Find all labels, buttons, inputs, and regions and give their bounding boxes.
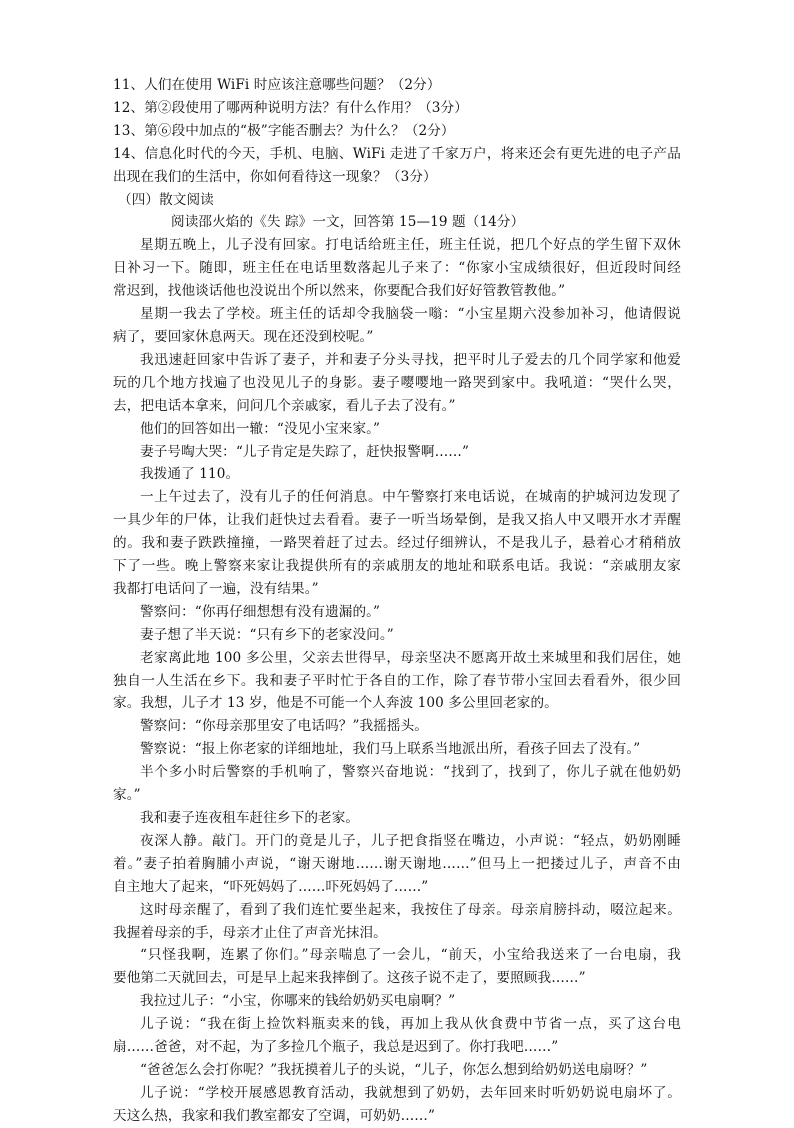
paragraph-line: 我握着母亲的手，母亲才止住了声音光抹泪。 (113, 924, 387, 941)
paragraph-line: 天这么热，我家和我们教室都安了空调，可奶奶……” (113, 1107, 436, 1124)
paragraph-line: 一上午过去了，没有儿子的任何消息。中午警察打来电话说，在城南的护城河边发现了 (140, 489, 681, 506)
paragraph-line: 要他第二天就回去，可是早上起来我摔倒了。这孩子说不走了，要照顾我……” (113, 970, 586, 987)
paragraph-line: 警察问：“你再仔细想想有没有遗漏的。” (140, 603, 381, 620)
paragraph-line: 病了，要回家休息两天。现在还没到校呢。” (113, 328, 374, 345)
paragraph-line: 老家离此地 100 多公里，父亲去世得早，母亲坚决不愿离开故土来城里和我们居住，她 (140, 649, 681, 666)
paragraph-line: 家。我想，儿子才 13 岁，他是不可能一个人奔波 100 多公里回老家的。 (113, 695, 558, 712)
question-13: 13、第⑥段中加点的“极”字能否删去？为什么？（2分） (113, 122, 455, 139)
paragraph-line: 独自一人生活在乡下。我和妻子平时忙于各自的工作，除了春节带小宝回去看看外，很少回 (113, 672, 681, 689)
paragraph-line: 一具少年的尸体，让我们赶快过去看看。妻子一听当场晕倒，是我又掐人中又喂开水才弄醒 (113, 512, 681, 529)
paragraph-line: 着。”妻子拍着胸脯小声说，“谢天谢地……谢天谢地……”但马上一把搂过儿子，声音不由 (113, 855, 681, 872)
paragraph-line: 常迟到，找他谈话他也没说出个所以然来，你要配合我们好好管教管教他。” (113, 283, 566, 300)
question-11: 11、人们在使用 WiFi 时应该注意哪些问题？（2分） (113, 77, 441, 93)
paragraph-line: 星期五晚上，儿子没有回家。打电话给班主任，班主任说，把几个好点的学生留下双休 (140, 237, 681, 254)
paragraph-line: 玩的几个地方找遍了也没见儿子的身影。妻子嘤嘤地一路哭到家中。我吼道：“哭什么哭， (113, 374, 681, 391)
paragraph-line: 我拉过儿子：“小宝，你哪来的钱给奶奶买电扇啊？” (140, 993, 456, 1010)
paragraph-line: 夜深人静。敲门。开门的竟是儿子，儿子把食指竖在嘴边，小声说：“轻点，奶奶刚睡 (140, 832, 681, 849)
paragraph-line: 的。我和妻子跌跌撞撞，一路哭着赶了过去。经过仔细辨认，不是我儿子，悬着心才稍稍放 (113, 535, 681, 552)
paragraph-line: 儿子说：“学校开展感恩教育活动，我就想到了奶奶，去年回来时听奶奶说电扇坏了。 (140, 1084, 681, 1101)
paragraph-line: 妻子想了半天说：“只有乡下的老家没问。” (140, 626, 394, 643)
paragraph-line: 警察问：“你母亲那里安了电话吗？”我摇摇头。 (140, 718, 428, 735)
question-14-line-2: 出现在我们的生活中，你如何看待这一现象？（3分） (113, 168, 437, 185)
paragraph-line: 扇……爸爸，对不起，为了多捡几个瓶子，我总是迟到了。你打我吧……” (113, 1039, 559, 1056)
paragraph-line: 自主地大了起来，“吓死妈妈了……吓死妈妈了……” (113, 878, 429, 895)
paragraph-line: “爸爸怎么会打你呢？”我抚摸着儿子的头说，“儿子，你怎么想到给奶奶送电扇呀？” (140, 1061, 648, 1078)
paragraph-line: 日补习一下。随即，班主任在电话里数落起儿子来了：“你家小宝成绩很好，但近段时间经 (113, 260, 681, 277)
paragraph-line: 星期一我去了学校。班主任的话却令我脑袋一嗡：“小宝星期六没参加补习，他请假说 (140, 306, 681, 323)
paragraph-line: 他们的回答如出一辙：“没见小宝来家。” (140, 420, 381, 437)
paragraph-line: 这时母亲醒了，看到了我们连忙要坐起来，我按住了母亲。母亲肩膀抖动，啜泣起来。 (140, 901, 681, 918)
paragraph-line: 我都打电话问了一遍，没有结果。” (113, 580, 319, 597)
paragraph-line: “只怪我啊，连累了你们。”母亲喘息了一会儿，“前天，小宝给我送来了一台电扇，我 (140, 947, 681, 964)
document-page (113, 74, 681, 1128)
paragraph-line: 我拨通了 110。 (140, 466, 240, 483)
paragraph-line: 儿子说：“我在街上捡饮料瓶卖来的钱，再加上我从伙食费中节省一点，买了这台电 (140, 1016, 681, 1033)
section-heading: （四）散文阅读 (118, 191, 214, 208)
question-12: 12、第②段使用了哪两种说明方法？有什么作用？（3分） (113, 99, 468, 116)
paragraph-line: 我和妻子连夜租车赶往乡下的老家。 (140, 810, 360, 826)
reading-instruction: 阅读邵火焰的《失 踪》一文，回答第 15—19 题（14分） (171, 214, 525, 231)
paragraph-line: 去，把电话本拿来，问问几个亲戚家，看儿子去了没有。” (113, 397, 456, 414)
paragraph-line: 家。” (113, 787, 141, 804)
paragraph-line: 半个多小时后警察的手机响了，警察兴奋地说：“找到了，找到了，你儿子就在他奶奶 (140, 764, 681, 781)
paragraph-line: 警察说：“报上你老家的详细地址，我们马上联系当地派出所，看孩子回去了没有。” (140, 741, 641, 758)
question-14-line-1: 14、信息化时代的今天，手机、电脑、WiFi 走进了千家万户，将来还会有更先进的电子产品 (113, 145, 681, 162)
paragraph-line: 我迅速赶回家中告诉了妻子，并和妻子分头寻找，把平时儿子爱去的几个同学家和他爱 (140, 351, 681, 368)
paragraph-line: 下了一些。晚上警察来家让我提供所有的亲戚朋友的地址和联系电话。我说：“亲戚朋友家 (113, 558, 681, 575)
paragraph-line: 妻子号啕大哭：“儿子肯定是失踪了，赶快报警啊……” (140, 443, 470, 460)
